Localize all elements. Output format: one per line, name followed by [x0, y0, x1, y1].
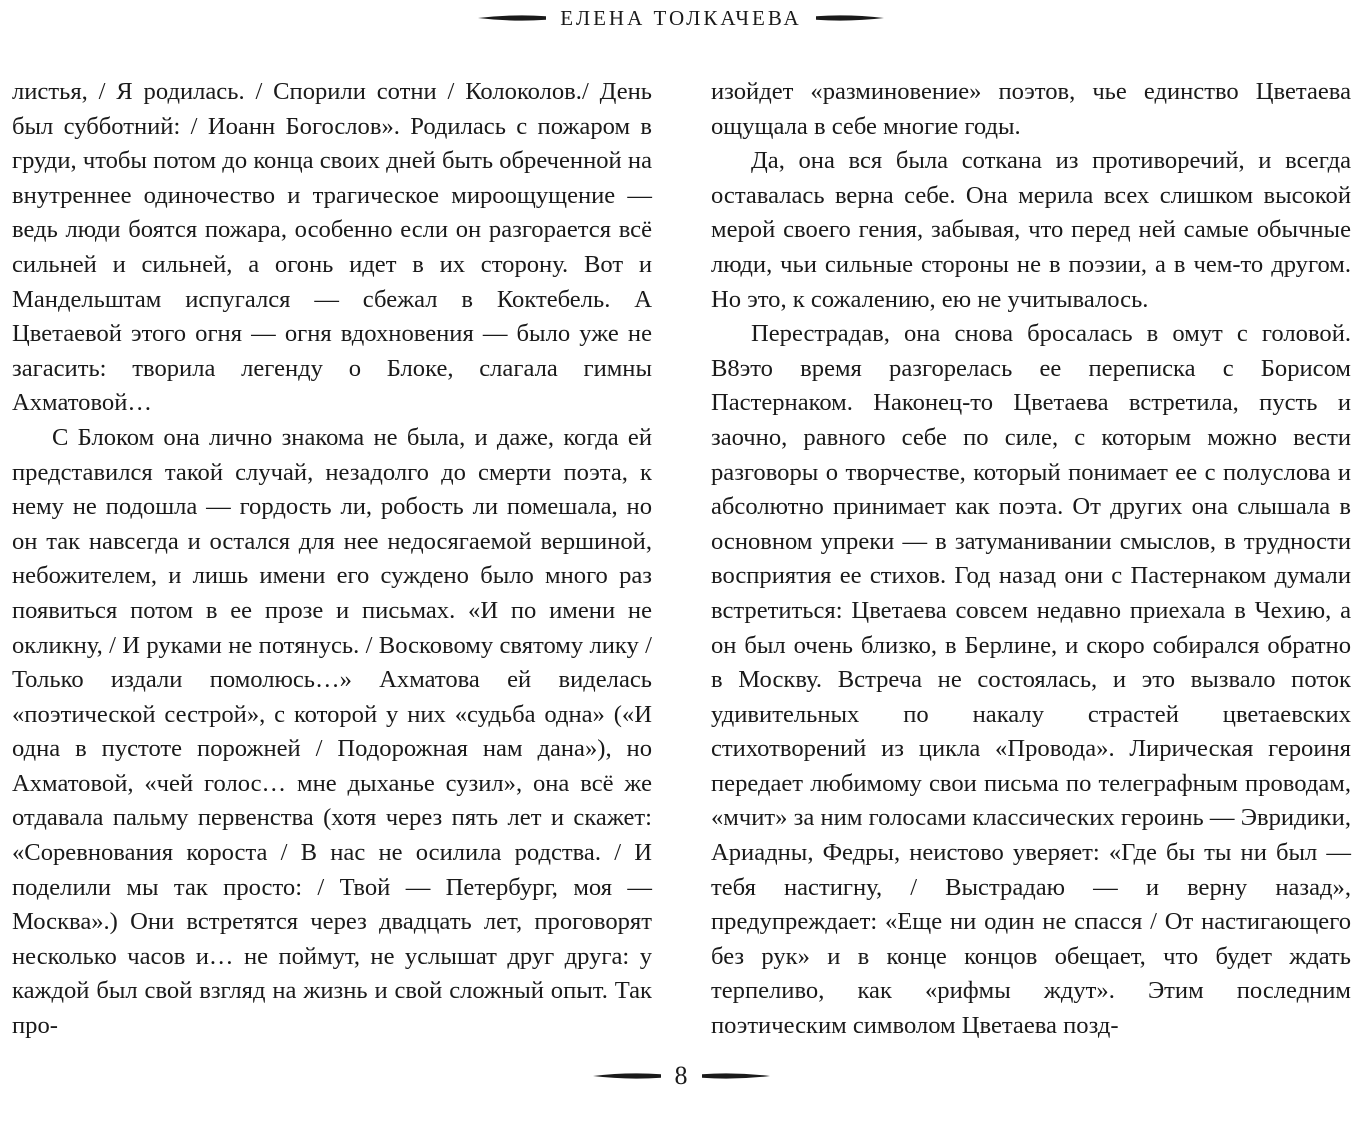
author-name: ЕЛЕНА ТОЛКАЧЕВА [560, 5, 802, 30]
left-flourish-icon [593, 1071, 661, 1081]
left-flourish-icon [478, 13, 546, 23]
page-footer [0, 1059, 1362, 1093]
paragraph: Да, она вся была соткана из противоречий, и всегда оставалась верна себе. Она мерила всех слишком высокой мерой своего гения, забывая, что перед ней самые обычные люди, чьи сильные стороны не в поэзии, а в чем-то другом. Но это, к сожалению, ею не учитывалось. [711, 147, 1351, 313]
right-flourish-icon [702, 1071, 770, 1081]
left-text-column [12, 75, 652, 1044]
right-text-column [711, 75, 1351, 1044]
running-header [0, 2, 1362, 34]
paragraph: Перестрадав, она снова бросалась в омут с головой. В8это время разгорелась ее переписка с Борисом Пастернаком. Наконец-то Цветаева встретила, пусть и заочно, равного себе по силе, с которым можно вести разговоры о творчестве, который понимает ее с полуслова и абсолютно принимает как поэта. От других она слышала в основном упреки — в затуманивании смыслов, в трудности восприятия ее стихов. Год назад они с Пастернаком думали встретиться: Цветаева совсем недавно приехала в Чехию, а он был очень близко, в Берлине, и скоро собирался обратно в Москву. Встреча не состоялась, и это вызвало поток удивительных по накалу страстей цветаевских стихотворений из цикла «Провода». Лирическая героиня передает любимому свои письма по телеграфным проводам, «мчит» за ним голосами классических героинь — Эвридики, Ариадны, Федры, неистово уверяет: «Где бы ты ни был — тебя настигну, / Выстрадаю — и верну назад», предупреждает: «Еще ни один не спасся / От настигающего без рук» и в конце концов обещает, что будет ждать терпеливо, как «рифмы ждут». Этим последним поэтическим символом Цветаева позд- [711, 320, 1351, 1040]
paragraph: С Блоком она лично знакома не была, и даже, когда ей представился такой случай, незадолго до смерти поэта, к нему не подошла — гордость ли, робость ли помешала, но он так навсегда и остался для нее недосягаемой вершиной, небожителем, и лишь имени его суждено было много раз появиться потом в ее прозе и письмах. «И по имени не окликну, / И руками не потянусь. / Восковому святому лику / Только издали помолюсь…» Ахматова ей виделась «поэтической сестрой», с которой у них «судьба одна» («И одна в пустоте порожней / Подорожная нам дана»), но Ахматовой, «чей голос… мне дыханье сузил», она всё же отдавала пальму первенства (хотя через пять лет и скажет: «Соревнования короста / В нас не осилила родства. / И поделили мы так просто: / Твой — Петербург, моя — Москва».) Они встретятся через двадцать лет, проговорят несколько часов и… не поймут, не услышат друг друга: у каждой был свой взгляд на жизнь и свой сложный опыт. Так про- [12, 423, 652, 1040]
right-flourish-icon [816, 13, 884, 23]
paragraph: изойдет «разминовение» поэтов, чье единство Цветаева ощущала в себе многие годы. [711, 78, 1351, 140]
page-number: 8 [674, 1061, 688, 1090]
paragraph: листья, / Я родилась. / Спорили сотни / Колоколов./ День был субботний: / Иоанн Богослов». Родилась с пожаром в груди, чтобы потом до конца своих дней быть обреченной на внутреннее одиночество и трагическое мироощущение — ведь люди боятся пожара, особенно если он разгорается всё сильней и сильней, а огонь идет в их сторону. Вот и Мандельштам испугался — сбежал в Коктебель. А Цветаевой этого огня — огня вдохновения — было уже не загасить: творила легенду о Блоке, слагала гимны Ахматовой… [12, 78, 652, 417]
